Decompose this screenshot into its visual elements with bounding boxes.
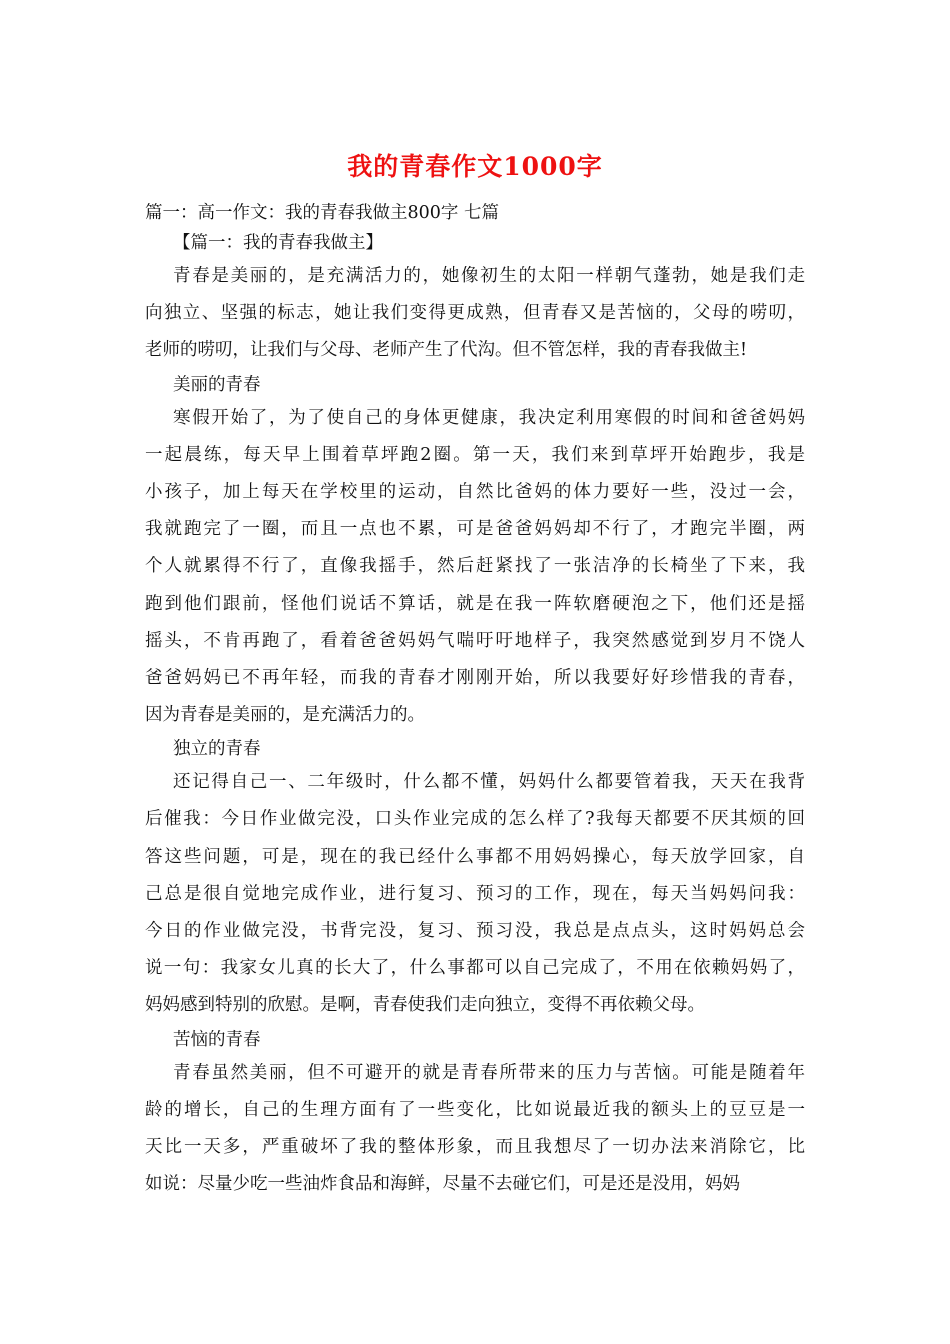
paragraph-line: 己总是很自觉地完成作业，进行复习、预习的工作，现在，每天当妈妈问我： bbox=[145, 883, 805, 904]
paragraph-line: 青春是美丽的，是充满活力的，她像初生的太阳一样朝气蓬勃，她是我们走 bbox=[173, 266, 805, 286]
paragraph-heading: 独立的青春 bbox=[173, 739, 261, 760]
document-body bbox=[145, 198, 805, 1203]
paragraph-line: 如说：尽量少吃一些油炸食品和海鲜，尽量不去碰它们，可是还是没用，妈妈 bbox=[145, 1174, 740, 1195]
section-heading: 【篇一：我的青春我做主】 bbox=[173, 233, 383, 253]
paragraph-line: 青春虽然美丽，但不可避开的就是青春所带来的压力与苦恼。可能是随着年 bbox=[173, 1062, 805, 1083]
paragraph-line: 答这些问题，可是，现在的我已经什么事都不用妈妈操心，每天放学回家，自 bbox=[145, 846, 805, 867]
subtitle: 篇一：高一作文：我的青春我做主800字 七篇 bbox=[145, 203, 499, 223]
paragraph-line: 摇头，不肯再跑了，看着爸爸妈妈气喘吁吁地样子，我突然感觉到岁月不饶人 bbox=[145, 630, 805, 651]
paragraph-line: 天比一天多，严重破坏了我的整体形象，而且我想尽了一切办法来消除它，比 bbox=[145, 1136, 805, 1157]
paragraph-line: 说一句：我家女儿真的长大了，什么事都可以自己完成了，不用在依赖妈妈了， bbox=[145, 958, 805, 979]
paragraph-line: 小孩子，加上每天在学校里的运动，自然比爸妈的体力要好一些，没过一会， bbox=[145, 481, 805, 502]
paragraph-line: 寒假开始了，为了使自己的身体更健康，我决定利用寒假的时间和爸爸妈妈 bbox=[173, 407, 805, 428]
paragraph-line: 老师的唠叨，让我们与父母、老师产生了代沟。但不管怎样，我的青春我做主! bbox=[145, 340, 748, 361]
paragraph-line: 龄的增长，自己的生理方面有了一些变化，比如说最近我的额头上的豆豆是一 bbox=[145, 1099, 805, 1120]
paragraph-line: 今日的作业做完没，书背完没，复习、预习没，我总是点点头，这时妈妈总会 bbox=[145, 921, 805, 941]
paragraph-line: 因为青春是美丽的，是充满活力的。 bbox=[145, 705, 425, 726]
paragraph-line: 还记得自己一、二年级时，什么都不懂，妈妈什么都要管着我，天天在我背 bbox=[173, 772, 805, 793]
paragraph-line: 妈妈感到特别的欣慰。是啊，青春使我们走向独立，变得不再依赖父母。 bbox=[145, 995, 705, 1016]
document-title: 我的青春作文1000字 bbox=[347, 152, 603, 181]
paragraph-line: 个人就累得不行了，直像我摇手，然后赶紧找了一张洁净的长椅坐了下来，我 bbox=[145, 556, 805, 577]
paragraph-heading: 美丽的青春 bbox=[173, 374, 261, 395]
paragraph-line: 我就跑完了一圈，而且一点也不累，可是爸爸妈妈却不行了，才跑完半圈，两 bbox=[145, 519, 805, 540]
paragraph-line: 向独立、坚强的标志，她让我们变得更成熟，但青春又是苦恼的，父母的唠叨， bbox=[145, 303, 805, 324]
paragraph-line: 跑到他们跟前，怪他们说话不算话，就是在我一阵软磨硬泡之下，他们还是摇 bbox=[145, 593, 805, 614]
paragraph-container bbox=[145, 258, 805, 1203]
paragraph-heading: 苦恼的青春 bbox=[173, 1029, 261, 1050]
paragraph-line: 后催我：今日作业做完没，口头作业完成的怎么样了?我每天都要不厌其烦的回 bbox=[145, 809, 805, 830]
paragraph-line: 一起晨练，每天早上围着草坪跑2圈。第一天，我们来到草坪开始跑步，我是 bbox=[145, 444, 805, 465]
paragraph-line: 爸爸妈妈已不再年轻，而我的青春才刚刚开始，所以我要好好珍惜我的青春， bbox=[145, 667, 805, 688]
